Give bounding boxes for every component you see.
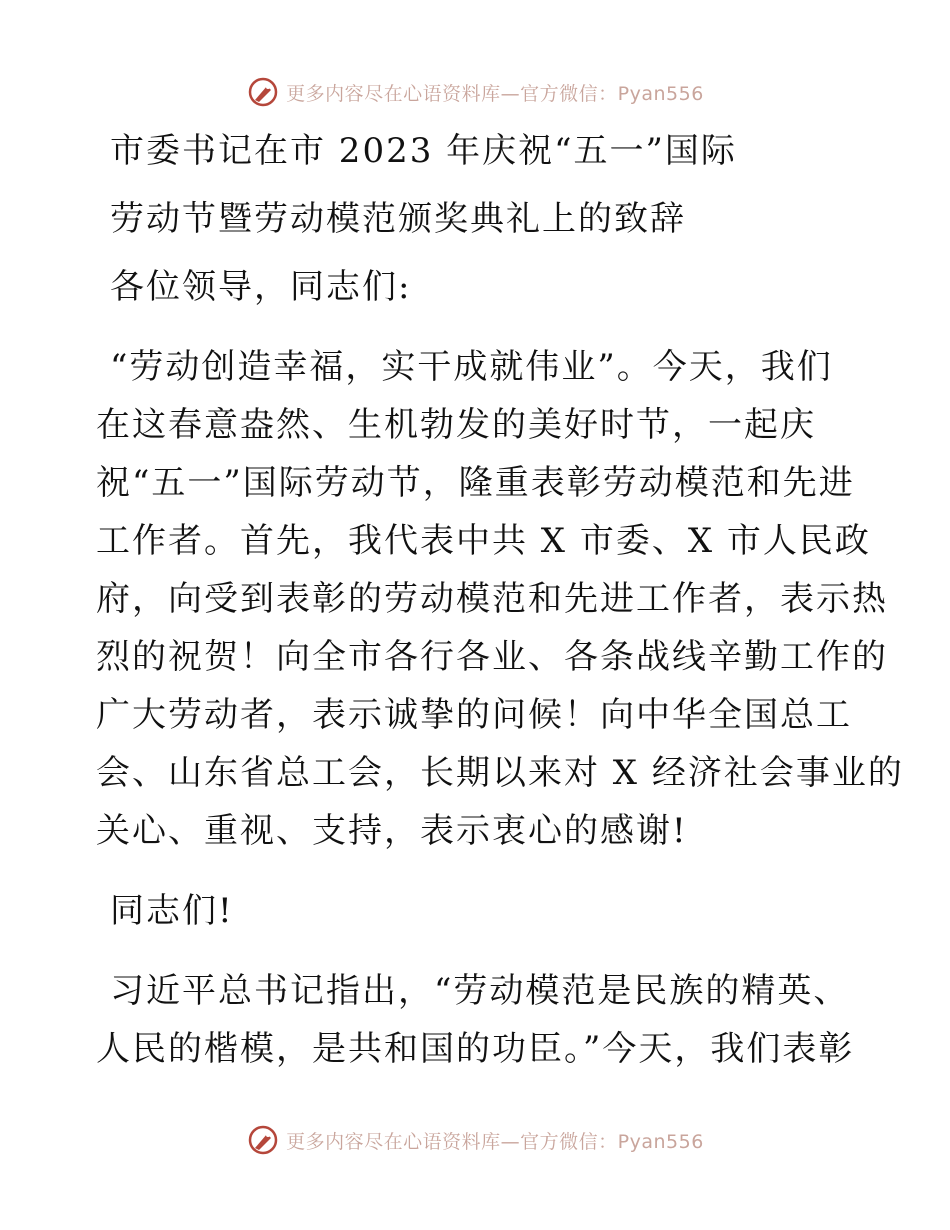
- paragraph-line: 人民的楷模，是共和国的功臣。”今天，我们表彰: [96, 1029, 855, 1069]
- document-title-line-2: 劳动节暨劳动模范颁奖典礼上的致辞: [110, 199, 686, 239]
- paragraph-line: 府，向受到表彰的劳动模范和先进工作者，表示热: [96, 579, 888, 619]
- document-title-line-1: 市委书记在市 2023 年庆祝“五一”国际: [110, 131, 737, 171]
- footer-watermark: [0, 1120, 950, 1160]
- pen-nib-logo-icon: [246, 1123, 280, 1157]
- paragraph-line: 广大劳动者，表示诚挚的问候！向中华全国总工: [96, 695, 852, 735]
- pen-nib-logo-icon: [246, 75, 280, 109]
- paragraph-line: “劳动创造幸福，实干成就伟业”。今天，我们: [110, 347, 833, 387]
- salutation: 各位领导，同志们:: [110, 267, 412, 307]
- header-watermark: [0, 72, 950, 112]
- paragraph-line: 在这春意盎然、生机勃发的美好时节，一起庆: [96, 405, 816, 445]
- paragraph-line: 习近平总书记指出，“劳动模范是民族的精英、: [110, 971, 850, 1011]
- paragraph-line: 烈的祝贺！向全市各行各业、各条战线辛勤工作的: [96, 637, 888, 677]
- paragraph-2: [96, 962, 856, 1078]
- watermark-text: 更多内容尽在心语资料库—官方微信：Pyan556: [286, 82, 704, 105]
- paragraph-line: 会、山东省总工会，长期以来对 X 经济社会事业的: [96, 753, 904, 793]
- paragraph-line: 祝“五一”国际劳动节，隆重表彰劳动模范和先进: [96, 463, 855, 503]
- paragraph-line: 工作者。首先，我代表中共 X 市委、X 市人民政: [96, 521, 871, 561]
- watermark-text: 更多内容尽在心语资料库—官方微信：Pyan556: [286, 1130, 704, 1153]
- paragraph-line: 关心、重视、支持，表示衷心的感谢!: [96, 811, 688, 851]
- paragraph-1: [96, 338, 904, 860]
- salutation-2: 同志们!: [110, 891, 234, 931]
- document-body: [96, 122, 904, 1078]
